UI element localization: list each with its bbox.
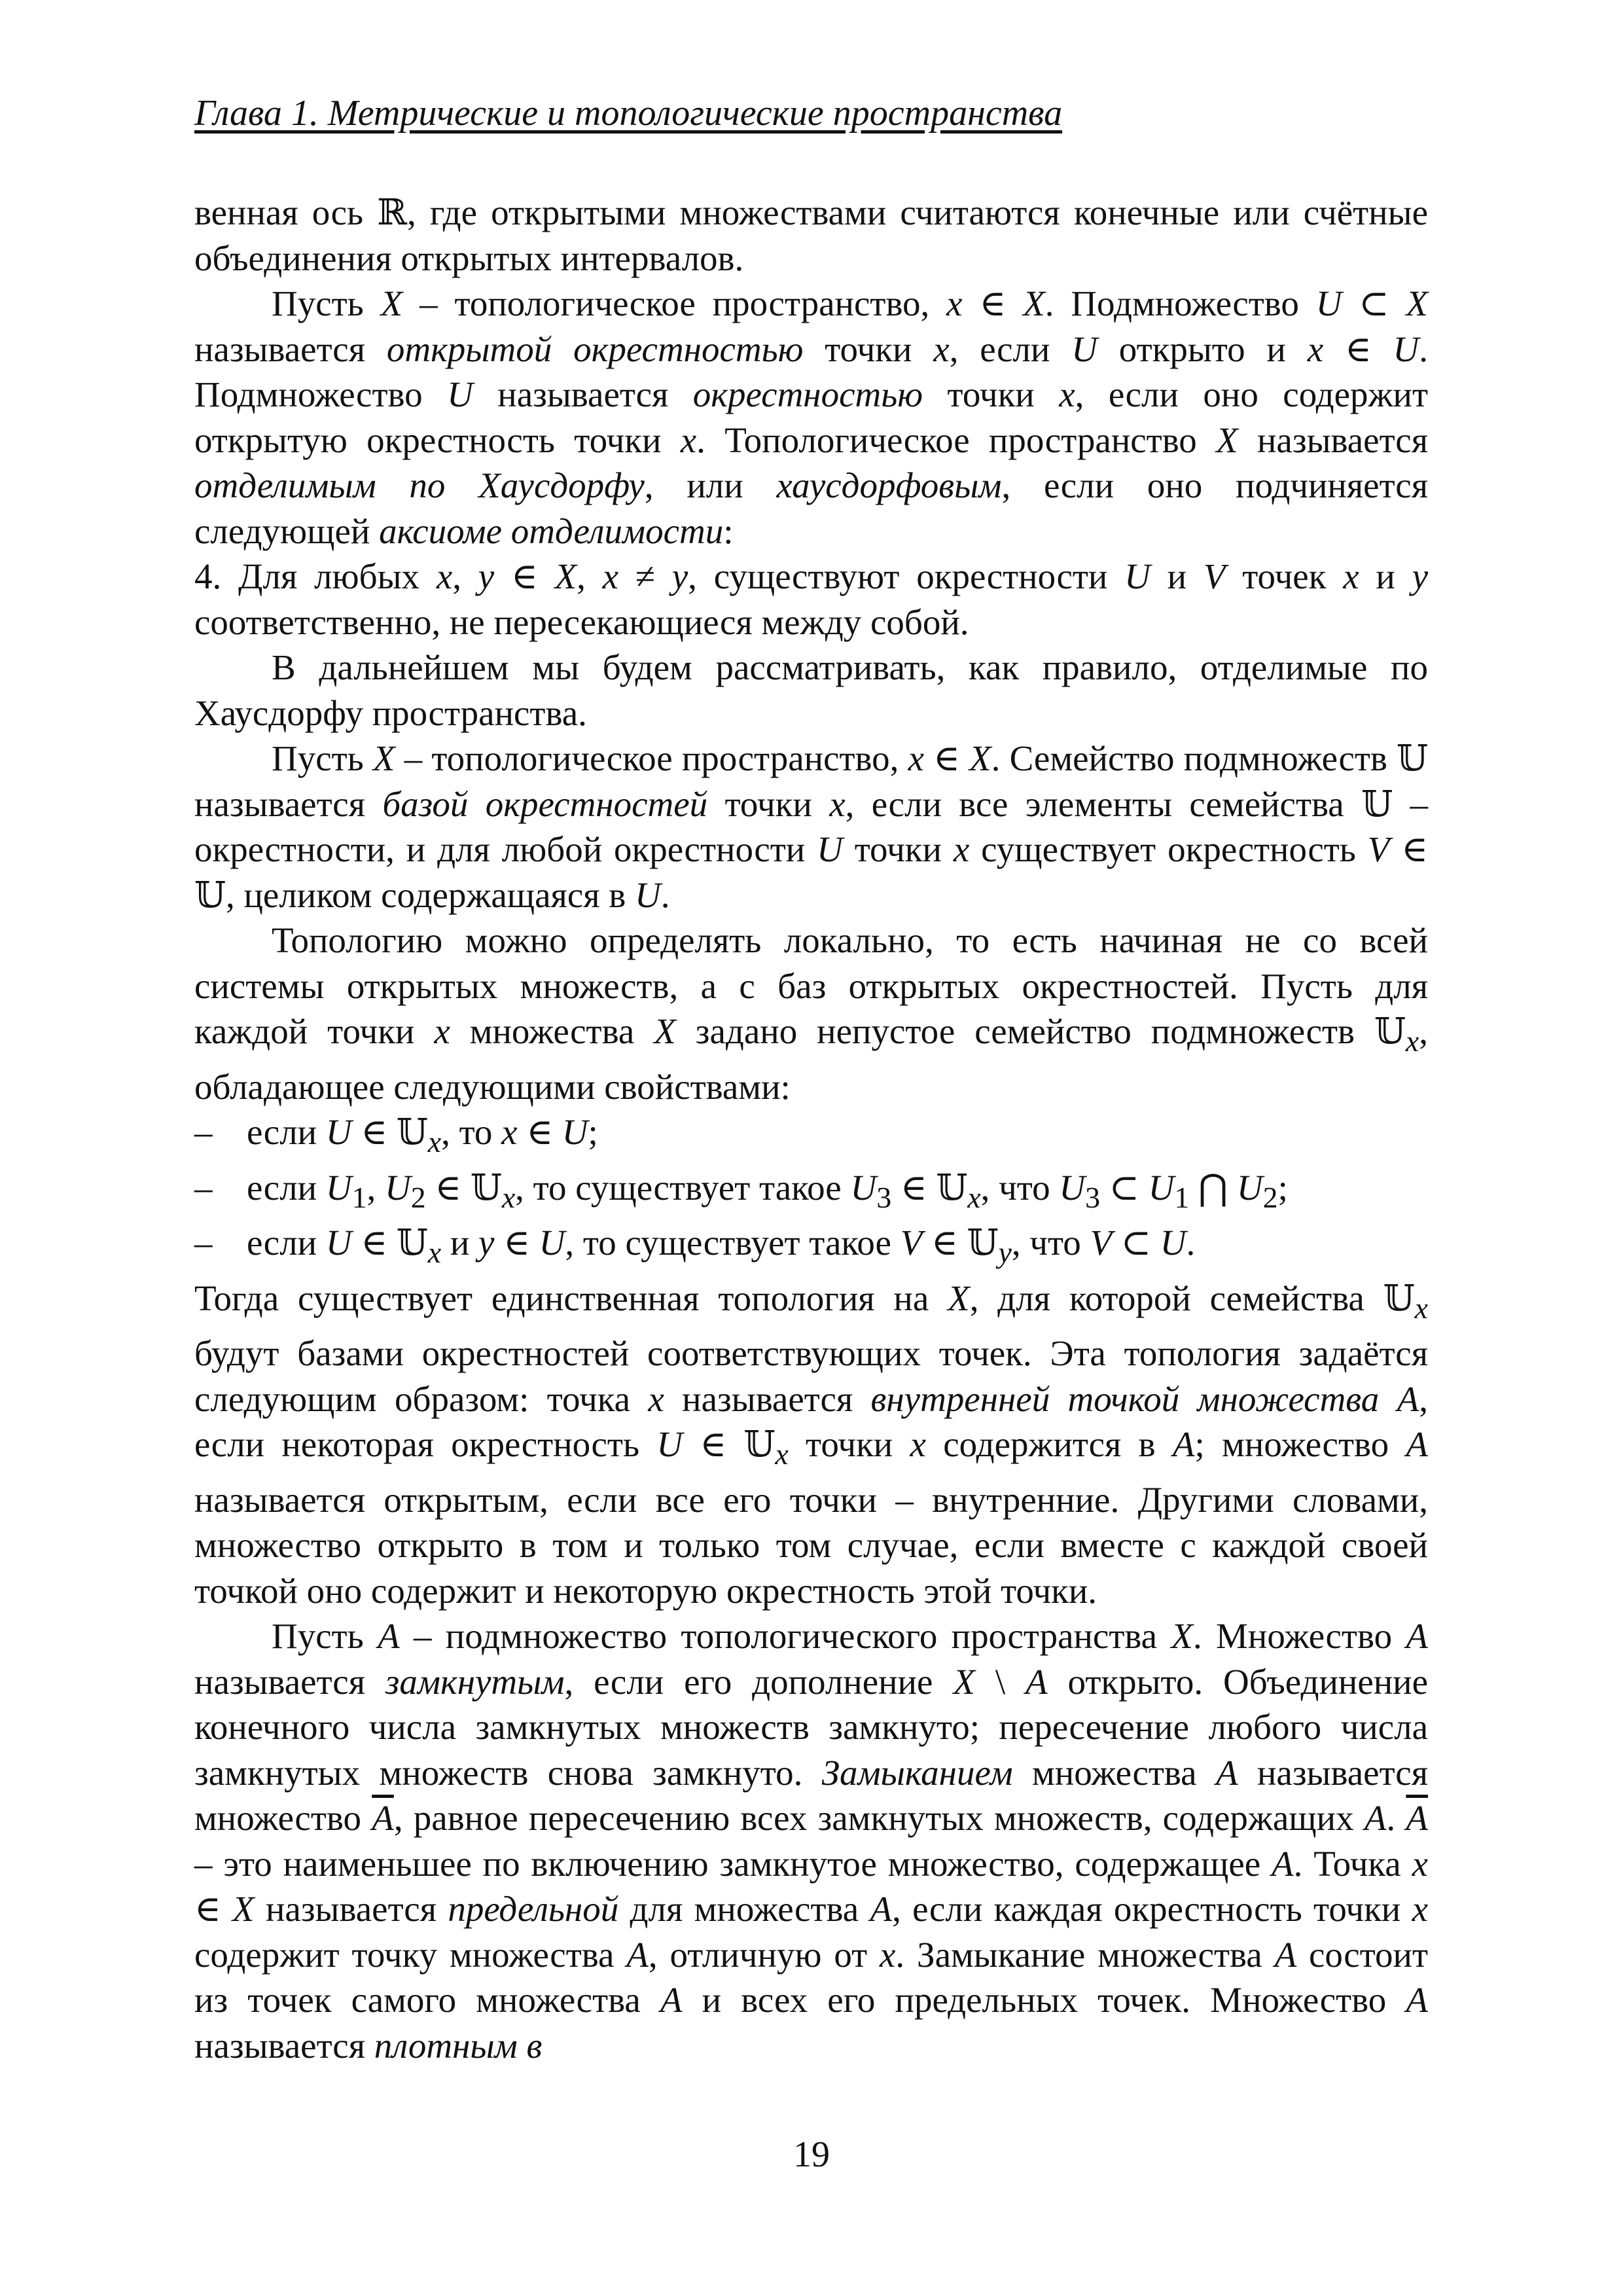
paragraph: В дальнейшем мы будем рассматривать, как правило, отделимые по Хаусдорфу пространства.	[194, 647, 1428, 733]
list-item-text: если U ∈ 𝕌$_x$, то x ∈ U;	[247, 1111, 598, 1158]
dash-list-item	[194, 1165, 1428, 1221]
paragraph-continued: венная ось ℝ, где открытыми множествами считаются конечные или счётные объединения открытых интервалов.	[194, 191, 1428, 278]
paragraph: Топологию можно определять локально, то есть начиная не со всей системы открытых множеств, а с баз открытых окрестностей. Пусть для каждой точки x множества X задано непустое семейство подмножеств 𝕌$_x$, обладающее следующими свойствами:	[194, 920, 1429, 1107]
page-body	[194, 190, 1428, 2068]
list-item-text: если $U_1$, $U_2$ ∈ 𝕌$_x$, то существует такое $U_3$ ∈ 𝕌$_x$, что $U_3$ ⊂ $U_1$ ⋂ $U_2$;	[247, 1166, 1288, 1214]
paragraph-continued: 4. Для любых x, y ∈ X, x ≠ y, существуют окрестности U и V точек x и y соответственно, не пересекающиеся между собой.	[194, 556, 1429, 642]
paragraph-continued: Тогда существует единственная топология на X, для которой семейства 𝕌$_x$ будут базами окрестностей соответствующих точек. Эта топология задаётся следующим образом: точка x называется внутренней точкой множества A, если некоторая окрестность U ∈ 𝕌$_x$ точки x содержится в A; множество A называется открытым, если все его точки – внутренние. Другими словами, множество открыто в том и только том случае, если вместе с каждой своей точкой оно содержит и некоторую окрестность этой точки.	[194, 1276, 1428, 1611]
dash-list-item	[194, 1109, 1428, 1165]
running-header: Глава 1. Метрические и топологические пространства	[194, 93, 1063, 134]
list-dash-marker: –	[194, 1167, 213, 1208]
paragraph: Пусть X – топологическое пространство, x ∈ X. Подмножество U ⊂ X называется открытой окрестностью точки x, если U открыто и x ∈ U. Подмножество U называется окрестностью точки x, если оно содержит открытую окрестность точки x. Топологическое пространство X называется отделимым по Хаусдорфу, или хаусдорфовым, если оно подчиняется следующей аксиоме отделимости:	[194, 283, 1429, 551]
page-number: 19	[793, 2134, 830, 2175]
list-dash-marker: –	[194, 1223, 213, 1263]
list-dash-marker: –	[194, 1112, 213, 1152]
list-item-text: если U ∈ 𝕌$_x$ и y ∈ U, то существует такое V ∈ 𝕌$_y$, что V ⊂ U.	[247, 1221, 1196, 1269]
paragraph: Пусть X – топологическое пространство, x ∈ X. Семейство подмножеств 𝕌 называется базой окрестностей точки x, если все элементы семейства 𝕌 – окрестности, и для любой окрестности U точки x существует окрестность V ∈ 𝕌, целиком содержащаяся в U.	[194, 737, 1428, 916]
dash-list-item	[194, 1220, 1428, 1276]
paragraph: Пусть A – подмножество топологического пространства X. Множество A называется замкнутым, если его дополнение X \ A открыто. Объединение конечного числа замкнутых множеств замкнуто; пересечение любого числа замкнутых множеств снова замкнуто. Замыканием множества A называется множество $\overline{A}$, равное пересечению всех замкнутых множеств, содержащих A. $\overline{A}$ – это наименьшее по включению замкнутое множество, содержащее A. Точка x ∈ X называется предельной для множества A, если каждая окрестность точки x содержит точку множества A, отличную от x. Замыкание множества A состоит из точек самого множества A и всех его предельных точек. Множество A называется плотным в	[194, 1616, 1429, 2066]
